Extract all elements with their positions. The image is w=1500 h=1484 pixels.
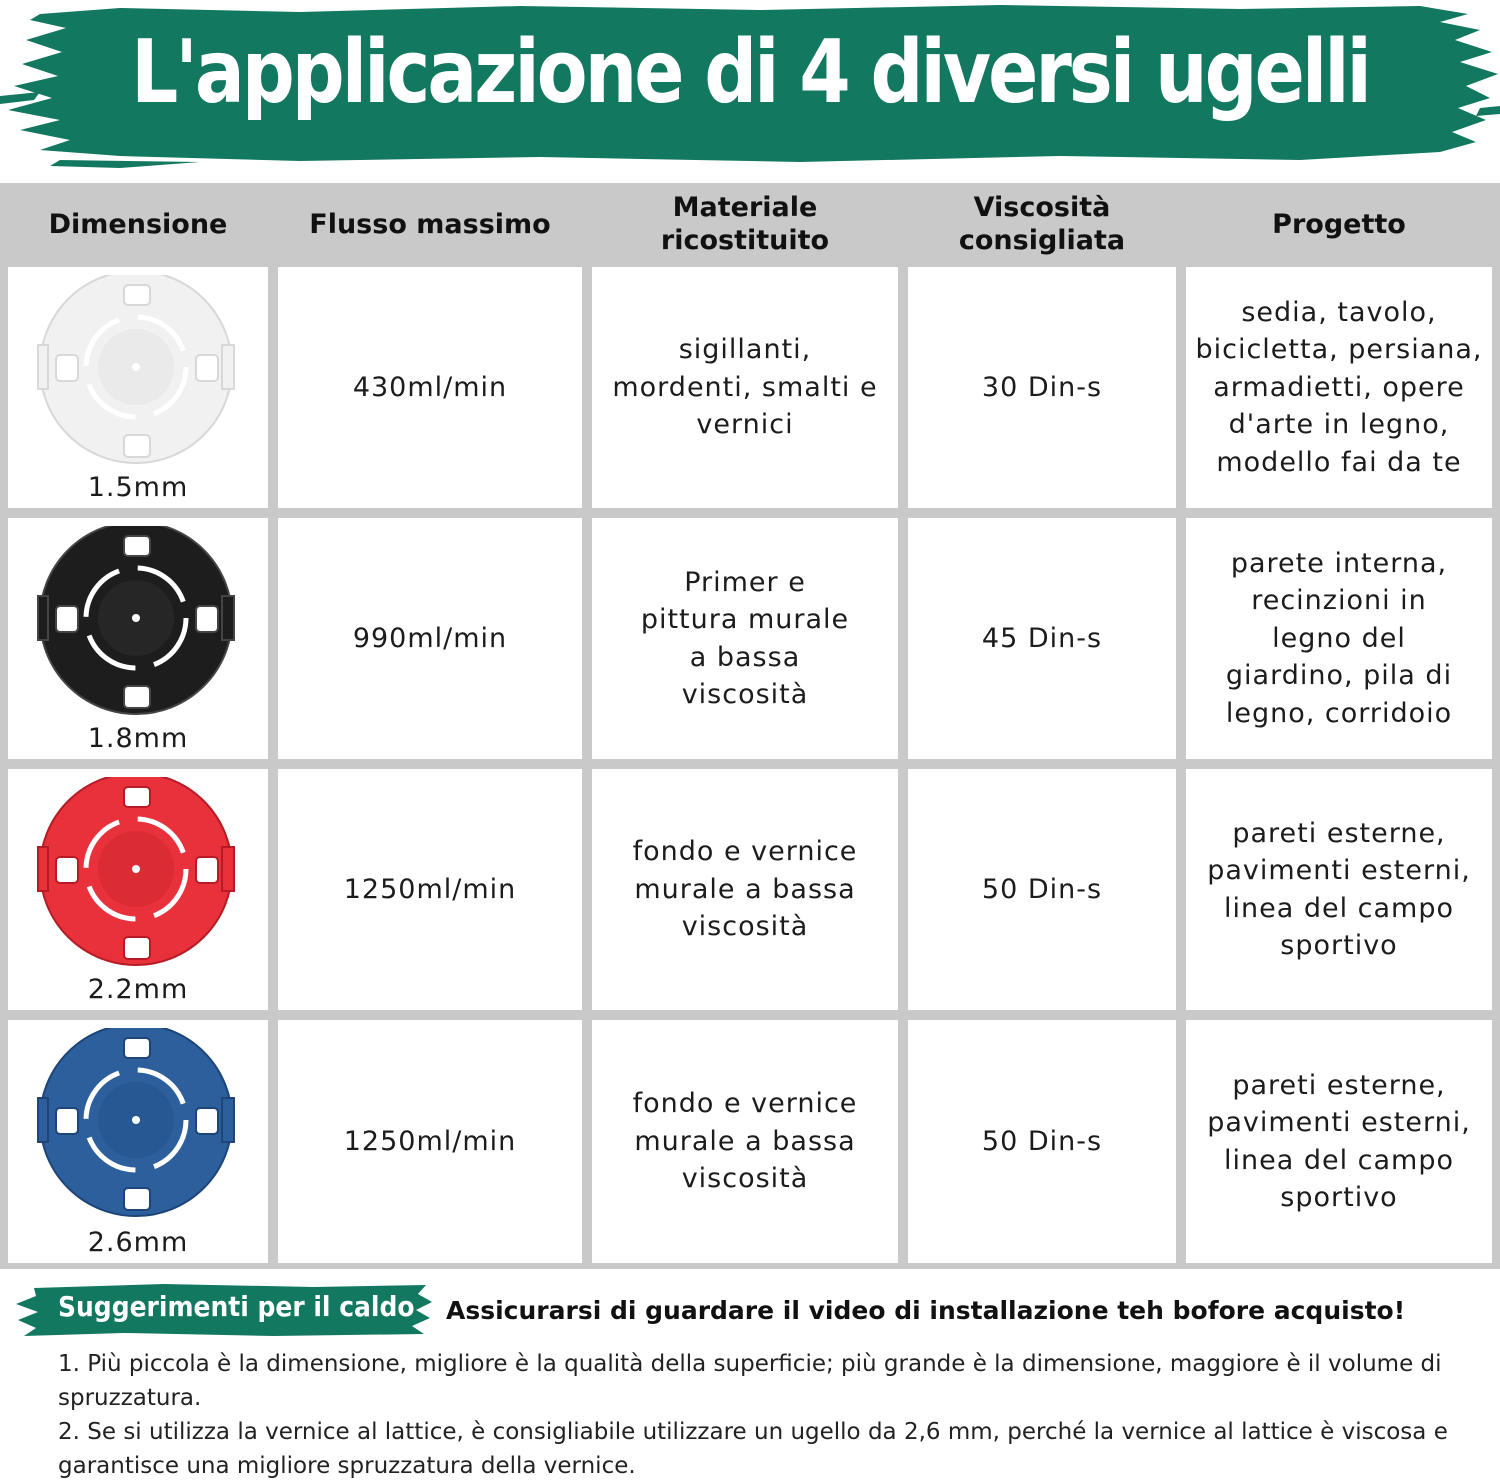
nozzle-size-label: 2.6mm xyxy=(87,1226,189,1258)
nozzle-1-5-icon xyxy=(36,275,236,475)
header-project: Progetto xyxy=(1186,183,1492,265)
row-3-project: pareti esterne, pavimenti esterni, linea del campo sportivo xyxy=(1186,769,1492,1010)
nozzle-size-label: 2.2mm xyxy=(87,973,189,1005)
row-1-material: sigillanti, mordenti, smalti e vernici xyxy=(592,267,898,508)
nozzle-table xyxy=(0,183,1500,1269)
nozzle-2-6-icon xyxy=(36,1028,236,1228)
tip-item-1: 1. Più piccola è la dimensione, migliore è la qualità della superficie; più grande è la dimensione, maggiore è il volume di spruzzatura. xyxy=(58,1351,1442,1411)
tips-badge-label: Suggerimenti per il caldo xyxy=(58,1290,415,1323)
tips-list xyxy=(58,1347,1448,1483)
nozzle-2-2-icon xyxy=(36,777,236,977)
tip-item-2: 2. Se si utilizza la vernice al lattice, è consigliabile utilizzare un ugello da 2,6 mm, perché la vernice al lattice è viscosa e garantisce una migliore spruzzatura della vernice. xyxy=(58,1419,1448,1479)
tips-headline: Assicurarsi di guardare il video di installazione teh bofore acquisto! xyxy=(446,1296,1406,1325)
header-size: Dimensione xyxy=(8,183,268,265)
row-4-size-cell xyxy=(8,1020,268,1263)
row-2-material: Primer e pittura murale a bassa viscosità xyxy=(592,518,898,759)
row-4-flow: 1250ml/min xyxy=(278,1020,582,1263)
row-3-material: fondo e vernice murale a bassa viscosità xyxy=(592,769,898,1010)
row-3-flow: 1250ml/min xyxy=(278,769,582,1010)
row-4-project: pareti esterne, pavimenti esterni, linea del campo sportivo xyxy=(1186,1020,1492,1263)
nozzle-size-label: 1.8mm xyxy=(87,722,189,754)
title-banner xyxy=(0,0,1500,172)
row-3-viscosity: 50 Din-s xyxy=(908,769,1176,1010)
row-2-project: parete interna, recinzioni in legno del giardino, pila di legno, corridoio xyxy=(1186,518,1492,759)
row-2-viscosity: 45 Din-s xyxy=(908,518,1176,759)
row-4-material: fondo e vernice murale a bassa viscosità xyxy=(592,1020,898,1263)
row-4-viscosity: 50 Din-s xyxy=(908,1020,1176,1263)
row-2-flow: 990ml/min xyxy=(278,518,582,759)
row-1-size-cell xyxy=(8,267,268,508)
row-1-project: sedia, tavolo, bicicletta, persiana, armadietti, opere d'arte in legno, modello fai da te xyxy=(1186,267,1492,508)
nozzle-size-label: 1.5mm xyxy=(87,471,189,503)
header-material: Materiale ricostituito xyxy=(592,183,898,265)
row-1-flow: 430ml/min xyxy=(278,267,582,508)
header-flow: Flusso massimo xyxy=(278,183,582,265)
row-1-viscosity: 30 Din-s xyxy=(908,267,1176,508)
row-2-size-cell xyxy=(8,518,268,759)
page-title: L'applicazione di 4 diversi ugelli xyxy=(131,22,1369,124)
row-3-size-cell xyxy=(8,769,268,1010)
nozzle-1-8-icon xyxy=(36,526,236,726)
header-viscosity: Viscosità consigliata xyxy=(908,183,1176,265)
